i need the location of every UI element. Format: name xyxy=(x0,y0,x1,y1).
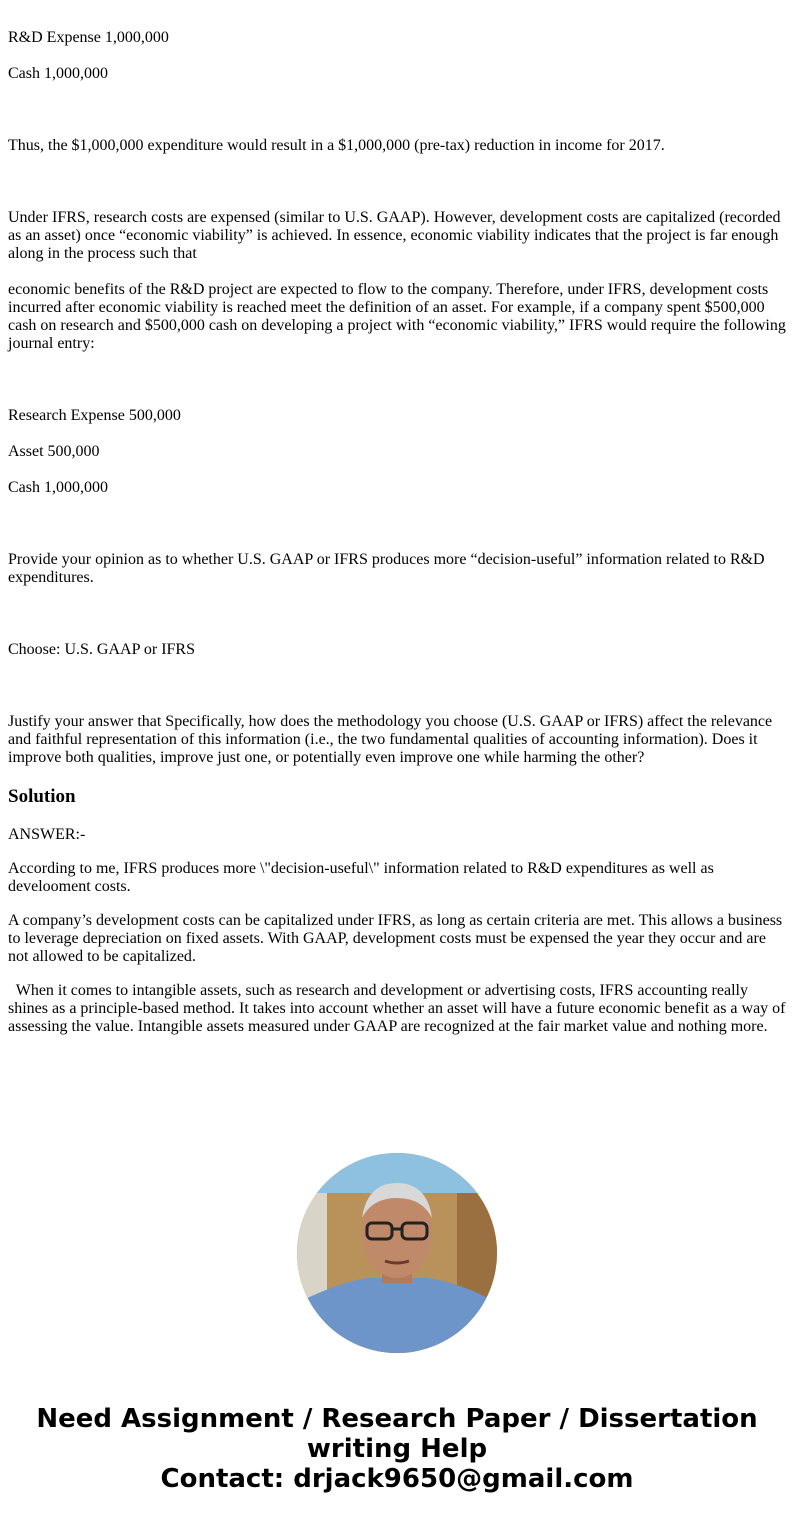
promo-text: Need Assignment / Research Paper / Dissertation writing Help xyxy=(36,1404,758,1464)
solution-paragraph: According to me, IFRS produces more \"decision-useful\" information related to R&D expenditures as well as develooment costs. xyxy=(8,860,714,895)
journal-entry-line: R&D Expense 1,000,000 xyxy=(8,29,169,46)
journal-entry-line: Cash 1,000,000 xyxy=(8,479,108,496)
solution-heading: Solution xyxy=(8,786,76,807)
contact-email: Contact: drjack9650@gmail.com xyxy=(160,1464,634,1494)
question-paragraph: economic benefits of the R&D project are expected to flow to the company. Therefore, under IFRS, development costs incurred after economic viability is reached meet the definition of an asset. For example, if a company spent $500,000 cash on research and $500,000 cash on developing a project with “economic viability,” IFRS would require the following journal entry: xyxy=(8,281,786,352)
journal-entry-line: Research Expense 500,000 xyxy=(8,407,181,424)
answer-label: ANSWER:- xyxy=(8,826,86,843)
question-paragraph: Provide your opinion as to whether U.S. GAAP or IFRS produces more “decision-useful” information related to R&D expenditures. xyxy=(8,551,765,586)
contact-banner xyxy=(0,1404,794,1494)
question-paragraph: Justify your answer that Specifically, how does the methodology you choose (U.S. GAAP or IFRS) affect the relevance and faithful representation of this information (i.e., the two fundamental qualities of accounting information). Does it improve both qualities, improve just one, or potentially even improve one while harming the other? xyxy=(8,713,773,766)
solution-paragraph: When it comes to intangible assets, such as research and development or advertising costs, IFRS accounting really shines as a principle-based method. It takes into account whether an asset will have a future economic benefit as a way of assessing the value. Intangible assets measured under GAAP are recognized at the fair market value and nothing more. xyxy=(8,982,786,1035)
question-paragraph: Thus, the $1,000,000 expenditure would result in a $1,000,000 (pre-tax) reduction in income for 2017. xyxy=(8,137,665,154)
solution-paragraph: A company’s development costs can be capitalized under IFRS, as long as certain criteria are met. This allows a business to leverage depreciation on fixed assets. With GAAP, development costs must be expensed the year they occur and are not allowed to be capitalized. xyxy=(8,912,783,965)
journal-entry-line: Asset 500,000 xyxy=(8,443,100,460)
question-paragraph: Under IFRS, research costs are expensed (similar to U.S. GAAP). However, development costs are capitalized (recorded as an asset) once “economic viability” is achieved. In essence, economic viability indicates that the project is far enough along in the process such that xyxy=(8,209,781,262)
author-photo xyxy=(297,1153,497,1353)
journal-entry-line: Cash 1,000,000 xyxy=(8,65,108,82)
question-paragraph: Choose: U.S. GAAP or IFRS xyxy=(8,641,195,658)
